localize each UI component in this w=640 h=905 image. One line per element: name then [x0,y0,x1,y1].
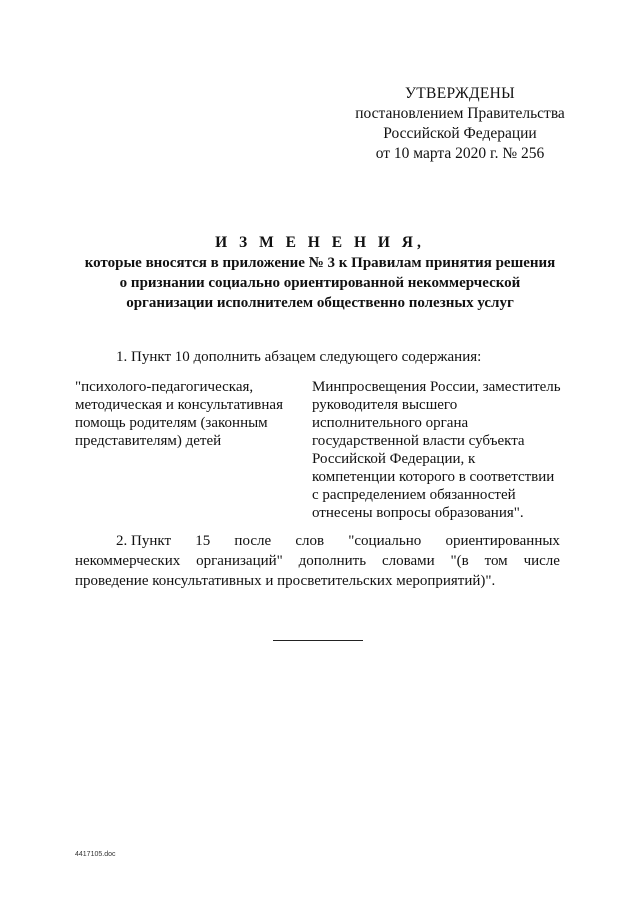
word: словами [381,553,435,569]
authority-line: государственной власти субъекта [312,433,525,449]
paragraph-2-line-2 [75,551,560,571]
approval-line-3: от 10 марта 2020 г. № 256 [375,145,545,162]
word: 15 [195,533,211,549]
table-cell-authority [312,378,572,522]
authority-line: Минпросвещения России, заместитель [312,379,561,395]
title-main: И З М Е Н Е Н И Я, [215,234,425,251]
title-line-3: организации исполнителем общественно полезных услуг [126,295,514,311]
service-line: помощь родителям (законным [75,415,268,431]
separator-line [273,640,363,641]
word: ориентированных [445,533,560,549]
title-line-1: которые вносятся в приложение № 3 к Правилам принятия решения [84,255,556,271]
authority-line: отнесены вопросы образования". [312,505,524,521]
word: некоммерческих [75,553,181,569]
word: после [234,533,272,549]
paragraph-2 [75,531,560,591]
authority-line: руководителя высшего [312,397,458,413]
title-line-2: о признании социально ориентированной некоммерческой [119,275,521,291]
approval-line-1: постановлением Правительства [355,105,565,122]
word: слов [295,533,325,549]
service-line: методическая и консультативная [75,397,283,413]
paragraph-1: 1. Пункт 10 дополнить абзацем следующего содержания: [116,349,482,365]
paragraph-2-line-1 [75,531,560,551]
table-cell-service [75,378,300,450]
word: "социально [348,533,422,549]
word: том [484,553,508,569]
document-title [60,233,580,313]
approval-block [340,84,580,164]
service-line: представителям) детей [75,433,222,449]
file-name: 4417105.doc [75,851,116,858]
word: организаций" [196,553,283,569]
word: числе [523,553,560,569]
word: 2. Пункт [116,533,172,549]
service-line: "психолого-педагогическая, [75,379,254,395]
approval-heading: УТВЕРЖДЕНЫ [405,85,515,102]
authority-line: компетенции которого в соответствии [312,469,555,485]
authority-line: с распределением обязанностей [312,487,516,503]
authority-line: исполнительного органа [312,415,469,431]
approval-line-2: Российской Федерации [383,125,537,142]
word: "(в [450,553,469,569]
authority-line: Российской Федерации, к [312,451,476,467]
word: дополнить [298,553,367,569]
paragraph-2-line-3: проведение консультативных и просветительских мероприятий)". [75,573,496,589]
